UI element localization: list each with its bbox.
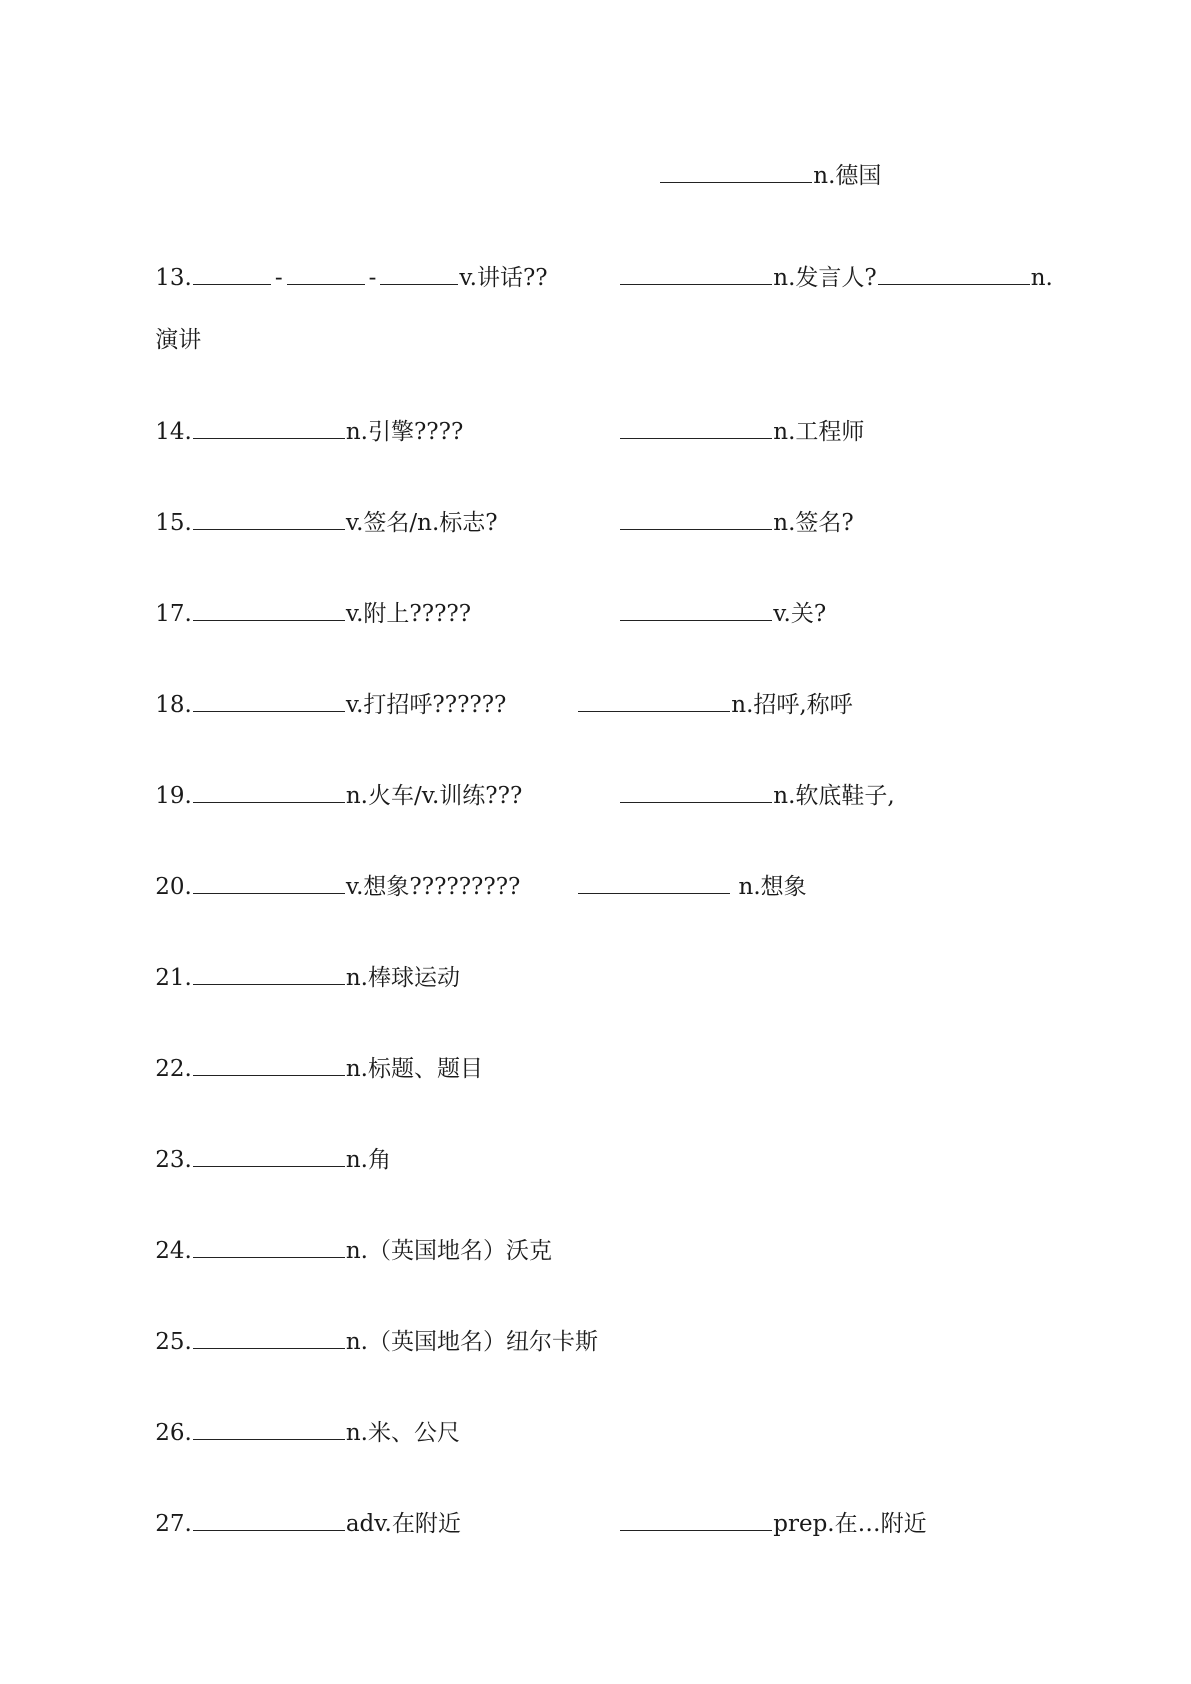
vocab-item-15-right — [590, 481, 854, 536]
answer-blank[interactable] — [193, 264, 271, 285]
item-number: 18. — [155, 692, 192, 718]
vocab-item-13 — [126, 236, 548, 291]
answer-blank[interactable] — [620, 600, 772, 621]
vocab-item-24 — [126, 1209, 552, 1264]
vocab-item-20 — [126, 845, 521, 900]
gloss: v.打招呼?????? — [345, 692, 507, 718]
gloss: n.（英国地名）纽尔卡斯 — [345, 1329, 598, 1355]
answer-blank[interactable] — [193, 600, 345, 621]
item-number: 20. — [155, 874, 192, 900]
dash: - — [368, 265, 377, 291]
gloss: n.标题、题目 — [345, 1056, 483, 1082]
vocab-item-17 — [126, 572, 472, 627]
answer-blank[interactable] — [620, 1510, 772, 1531]
vocab-item-25 — [126, 1300, 598, 1355]
gloss: n.软底鞋子, — [773, 783, 895, 809]
gloss: n.德国 — [813, 163, 882, 189]
gloss: n.火车/v.训练??? — [345, 783, 523, 809]
vocab-item-20-right — [548, 845, 807, 900]
item-number: 25. — [155, 1329, 192, 1355]
answer-blank[interactable] — [193, 509, 345, 530]
answer-blank[interactable] — [620, 509, 772, 530]
gloss: n.招呼,称呼 — [731, 692, 853, 718]
answer-blank[interactable] — [193, 1328, 345, 1349]
answer-blank[interactable] — [193, 691, 345, 712]
answer-blank[interactable] — [193, 782, 345, 803]
answer-blank[interactable] — [578, 691, 730, 712]
item-number: 24. — [155, 1238, 192, 1264]
gloss: n.（英国地名）沃克 — [345, 1238, 552, 1264]
item-number: 21. — [155, 965, 192, 991]
answer-blank[interactable] — [620, 264, 772, 285]
item-number: 14. — [155, 419, 192, 445]
gloss: v.签名/n.标志? — [345, 510, 498, 536]
vocab-item-22 — [126, 1027, 483, 1082]
vocab-item-15 — [126, 481, 498, 536]
vocab-item-17-right — [590, 572, 827, 627]
answer-blank[interactable] — [287, 264, 365, 285]
vocab-item-germany — [630, 134, 882, 189]
vocab-item-18 — [126, 663, 507, 718]
gloss: v.讲话?? — [459, 265, 548, 291]
item-number: 13. — [155, 265, 192, 291]
gloss: n.米、公尺 — [345, 1420, 460, 1446]
vocab-item-19-right — [590, 754, 895, 809]
gloss: v.关? — [773, 601, 827, 627]
gloss: n.角 — [345, 1147, 391, 1173]
vocab-item-13-speaker — [590, 236, 1053, 291]
answer-blank[interactable] — [193, 1237, 345, 1258]
vocab-item-21 — [126, 936, 460, 991]
vocab-item-19 — [126, 754, 523, 809]
gloss: n.签名? — [773, 510, 854, 536]
item-number: 17. — [155, 601, 192, 627]
gloss: adv.在附近 — [345, 1511, 461, 1537]
answer-blank[interactable] — [620, 782, 772, 803]
vocab-item-13-wrap — [126, 298, 202, 353]
gloss: n.想象 — [731, 874, 807, 900]
answer-blank[interactable] — [620, 418, 772, 439]
dash: - — [274, 265, 283, 291]
item-number: 27. — [155, 1511, 192, 1537]
gloss: n.引擎???? — [345, 419, 464, 445]
answer-blank[interactable] — [193, 418, 345, 439]
answer-blank[interactable] — [193, 964, 345, 985]
vocab-item-23 — [126, 1118, 391, 1173]
vocab-item-27 — [126, 1482, 461, 1537]
answer-blank[interactable] — [193, 1146, 345, 1167]
answer-blank[interactable] — [193, 1510, 345, 1531]
gloss: v.附上????? — [345, 601, 472, 627]
answer-blank[interactable] — [193, 873, 345, 894]
vocab-item-18-right — [548, 663, 853, 718]
item-number: 19. — [155, 783, 192, 809]
answer-blank[interactable] — [380, 264, 458, 285]
gloss: n.发言人? — [773, 265, 877, 291]
gloss: n.棒球运动 — [345, 965, 460, 991]
vocab-item-14 — [126, 390, 464, 445]
gloss-continuation: 演讲 — [155, 327, 202, 353]
answer-blank[interactable] — [878, 264, 1030, 285]
answer-blank[interactable] — [578, 873, 730, 894]
gloss: prep.在…附近 — [773, 1511, 927, 1537]
answer-blank[interactable] — [193, 1419, 345, 1440]
item-number: 15. — [155, 510, 192, 536]
vocab-item-14-right — [590, 390, 865, 445]
gloss: v.想象????????? — [345, 874, 521, 900]
item-number: 26. — [155, 1420, 192, 1446]
item-number: 22. — [155, 1056, 192, 1082]
item-number: 23. — [155, 1147, 192, 1173]
answer-blank[interactable] — [193, 1055, 345, 1076]
vocab-item-27-right — [590, 1482, 927, 1537]
answer-blank[interactable] — [660, 162, 812, 183]
vocab-item-26 — [126, 1391, 460, 1446]
gloss: n. — [1030, 265, 1053, 291]
gloss: n.工程师 — [773, 419, 865, 445]
